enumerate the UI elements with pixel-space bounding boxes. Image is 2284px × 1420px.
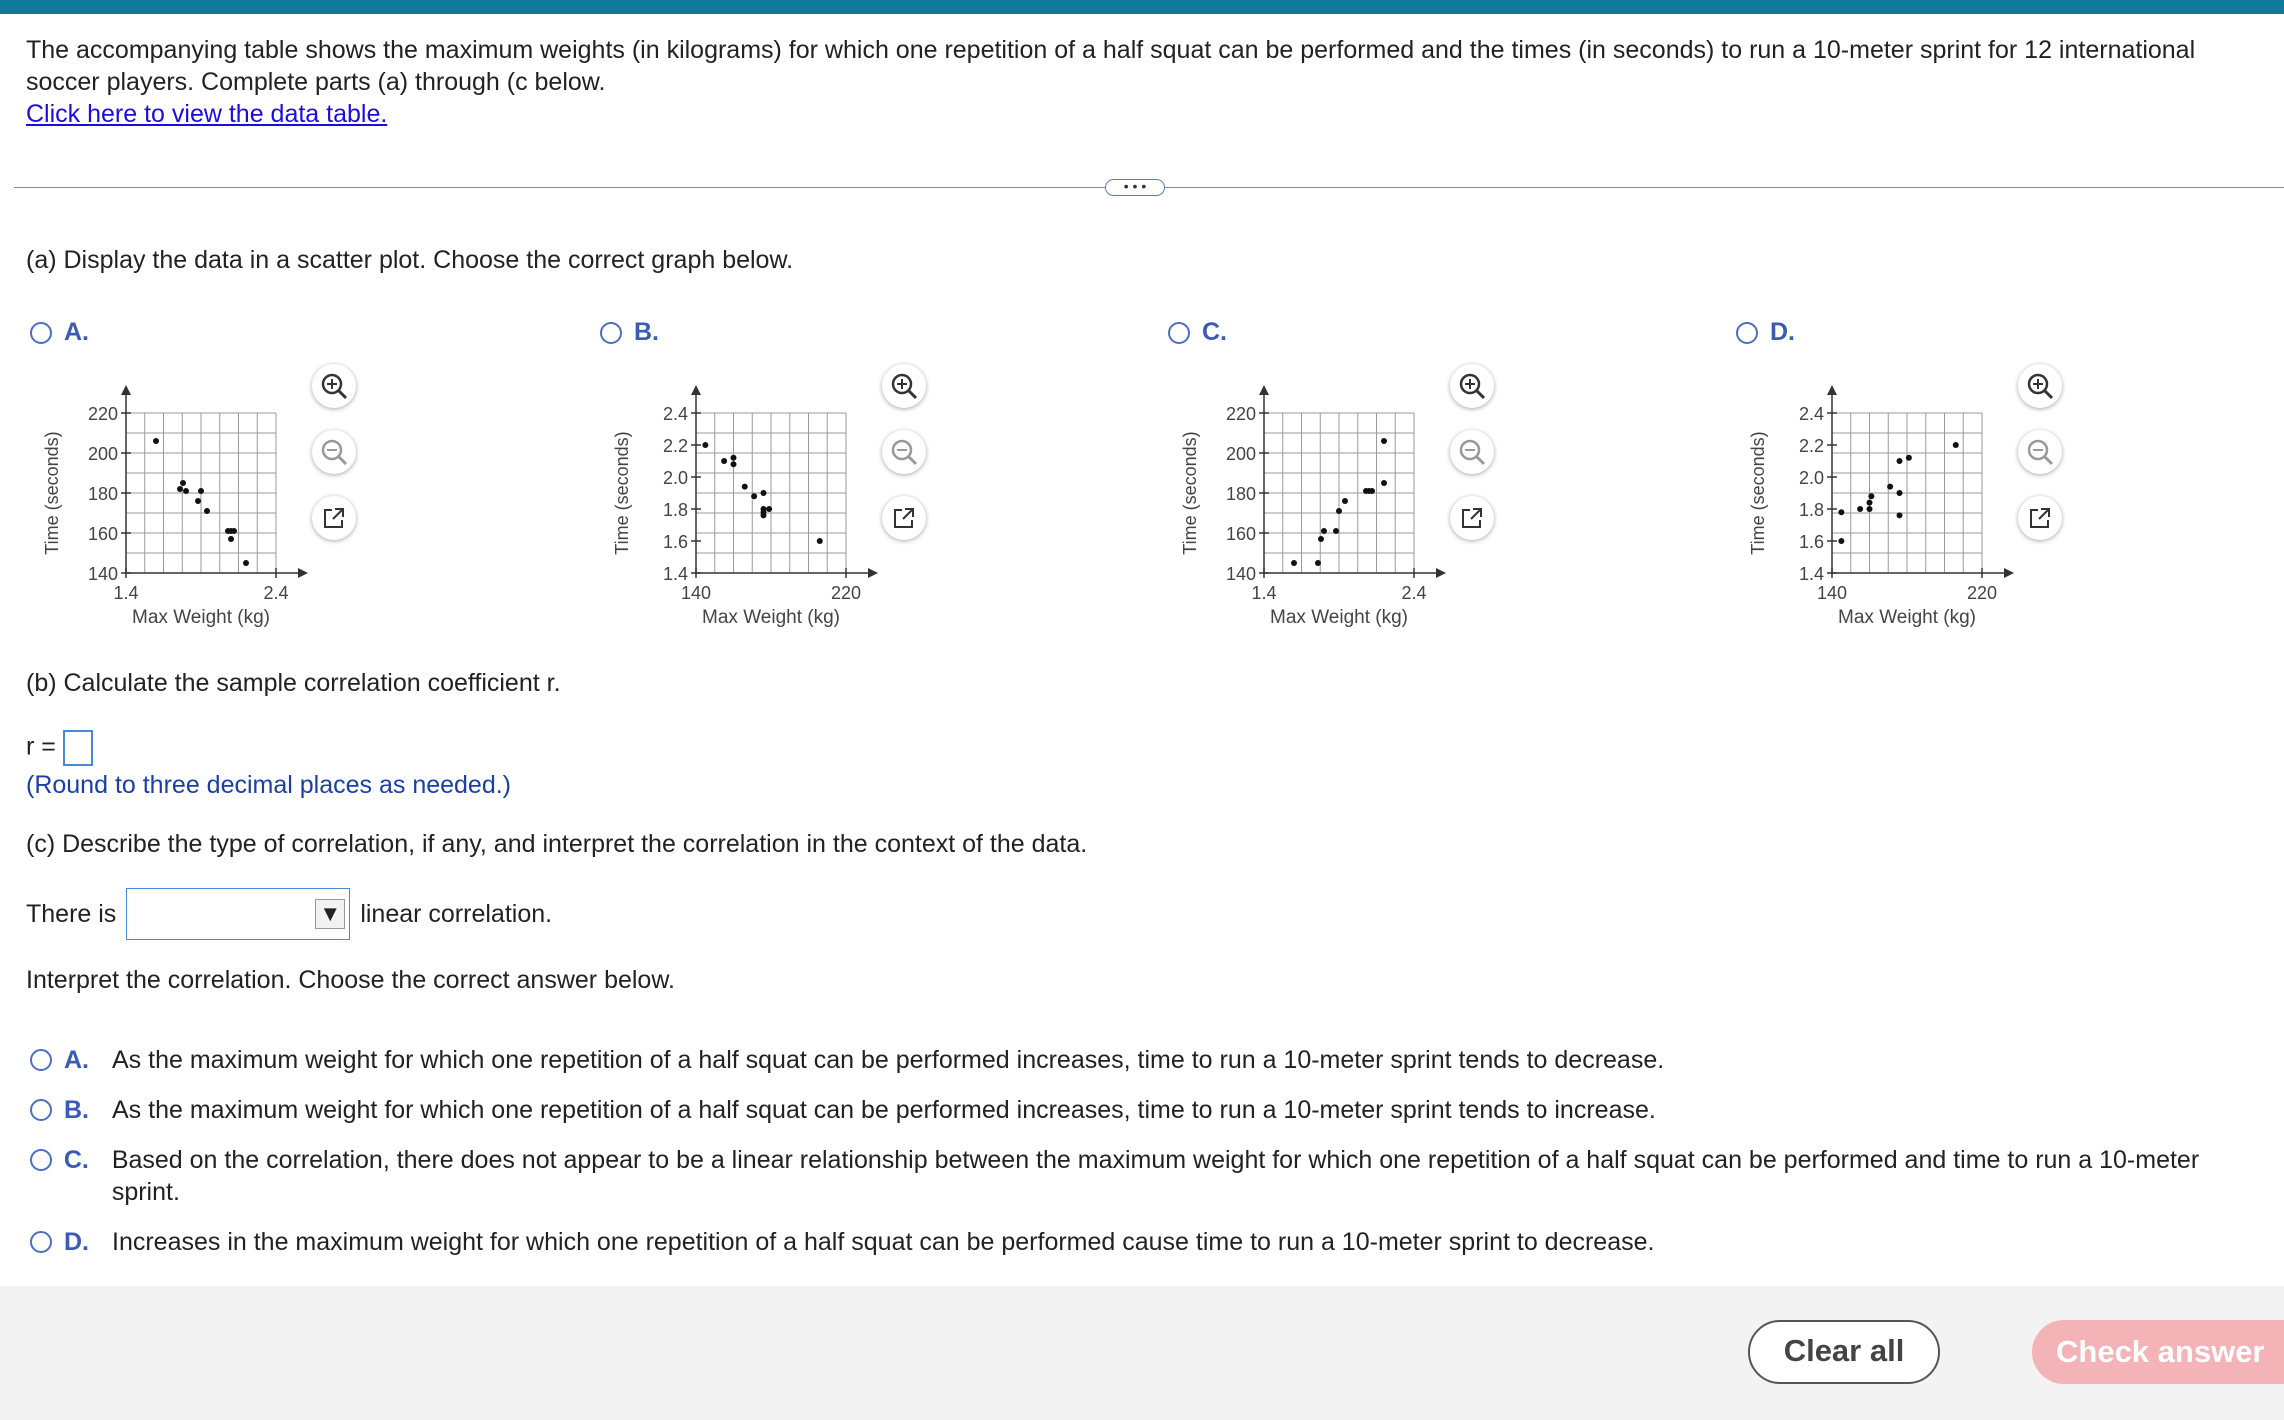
x-tick-label: 140 <box>680 583 712 603</box>
clear-all-button[interactable]: Clear all <box>1748 1320 1940 1384</box>
zoom-out-icon <box>319 437 349 467</box>
y-tick-label: 180 <box>1225 484 1256 504</box>
graph-option-b[interactable] <box>600 318 1160 638</box>
y-axis-arrow <box>1827 385 1837 395</box>
zoom-out-button[interactable] <box>312 430 356 474</box>
zoom-out-button[interactable] <box>1450 430 1494 474</box>
y-tick-label: 1.6 <box>662 532 688 552</box>
r-answer-row <box>26 730 93 766</box>
scatter-point <box>1953 442 1959 448</box>
y-tick-label: 2.0 <box>662 468 688 488</box>
interpret-option-b[interactable] <box>30 1094 2230 1126</box>
interpret-option-a[interactable] <box>30 1044 2230 1076</box>
y-tick-label: 1.6 <box>1798 532 1824 552</box>
zoom-out-icon <box>889 437 919 467</box>
y-tick-label: 200 <box>87 444 118 464</box>
data-table-link[interactable]: Click here to view the data table. <box>26 100 388 128</box>
part-c-prompt: (c) Describe the type of correlation, if any, and interpret the correlation in the context of the data. <box>26 830 1088 858</box>
radio-icon[interactable] <box>30 322 52 344</box>
option-text: As the maximum weight for which one repetition of a half squat can be performed increases, time to run a 10-meter sprint tends to increase. <box>112 1096 1656 1124</box>
interpret-option-d[interactable] <box>30 1226 2230 1258</box>
x-axis-label: Max Weight (kg) <box>702 607 840 628</box>
y-axis-label: Time (seconds) <box>612 431 632 555</box>
y-tick-label: 1.8 <box>662 500 688 520</box>
scatter-point <box>1369 488 1375 494</box>
zoom-in-button[interactable] <box>2018 364 2062 408</box>
zoom-in-icon <box>889 371 919 401</box>
y-tick-label: 220 <box>87 404 118 424</box>
scatter-point <box>1838 509 1844 515</box>
scatter-point <box>1321 528 1327 534</box>
graph-option-c-label[interactable] <box>1168 318 1227 347</box>
scatter-point <box>183 488 189 494</box>
y-tick-label: 140 <box>87 564 118 584</box>
x-axis-label: Max Weight (kg) <box>132 607 270 628</box>
scatter-point <box>231 528 237 534</box>
y-tick-label: 160 <box>87 524 118 544</box>
x-tick-label: 1.4 <box>1251 583 1277 603</box>
y-tick-label: 2.2 <box>1798 436 1824 456</box>
y-tick-label: 140 <box>1225 564 1256 584</box>
popout-icon <box>321 505 347 531</box>
y-axis-label: Time (seconds) <box>1748 431 1768 555</box>
correlation-prefix: There is <box>26 899 117 928</box>
radio-icon[interactable] <box>30 1149 52 1171</box>
scatter-point <box>228 536 234 542</box>
correlation-type-dropdown[interactable] <box>126 888 350 940</box>
option-letter: C. <box>63 1146 89 1174</box>
popout-icon <box>2027 505 2053 531</box>
option-letter: C. <box>1202 318 1227 346</box>
scatter-chart-b <box>600 358 890 628</box>
scatter-point <box>1336 508 1342 514</box>
scatter-point <box>1868 493 1874 499</box>
scatter-point <box>1906 455 1912 461</box>
zoom-out-button[interactable] <box>2018 430 2062 474</box>
popout-button[interactable] <box>2018 496 2062 540</box>
scatter-point <box>761 506 767 512</box>
scatter-point <box>1867 500 1873 506</box>
r-label: r = <box>26 732 56 761</box>
option-letter: B. <box>634 318 659 346</box>
option-letter: B. <box>64 1096 89 1124</box>
stem-text-line1: The accompanying table shows the maximum weights (in kilograms) for which one repetition of a half squat can be performed and the times (in seconds) to run a 10-meter sprint for 12 international <box>26 36 2196 64</box>
zoom-in-button[interactable] <box>1450 364 1494 408</box>
scatter-point <box>702 442 708 448</box>
stem-text-line2: soccer players. Complete parts (a) through (c below. <box>26 68 606 96</box>
scatter-point <box>721 458 727 464</box>
y-axis-arrow <box>121 385 131 395</box>
popout-icon <box>891 505 917 531</box>
y-axis-arrow <box>691 385 701 395</box>
scatter-point <box>198 488 204 494</box>
y-tick-label: 1.8 <box>1798 500 1824 520</box>
dropdown-arrow-icon[interactable]: ▼ <box>315 899 345 929</box>
scatter-point <box>243 560 249 566</box>
y-axis-label: Time (seconds) <box>42 431 62 555</box>
interpret-option-c[interactable] <box>30 1144 2230 1208</box>
zoom-in-icon <box>319 371 349 401</box>
zoom-in-icon <box>2025 371 2055 401</box>
correlation-suffix: linear correlation. <box>360 899 553 928</box>
scatter-point <box>817 538 823 544</box>
graph-option-d-label[interactable] <box>1736 318 1795 347</box>
radio-icon[interactable] <box>1168 322 1190 344</box>
zoom-out-icon <box>1457 437 1487 467</box>
check-answer-button[interactable]: Check answer <box>2032 1320 2284 1384</box>
popout-button[interactable] <box>312 496 356 540</box>
option-letter: D. <box>1770 318 1795 346</box>
option-text: Based on the correlation, there does not appear to be a linear relationship between the maximum weight for which one repetition of a half squat can be performed and time to run a 10-meter sprint. <box>111 1146 2200 1206</box>
interpret-prompt: Interpret the correlation. Choose the correct answer below. <box>26 966 675 994</box>
x-tick-label: 2.4 <box>263 583 289 603</box>
graph-option-a-label[interactable] <box>30 318 89 347</box>
zoom-in-button[interactable] <box>312 364 356 408</box>
scatter-point <box>1897 458 1903 464</box>
x-tick-label: 220 <box>830 583 862 603</box>
scatter-point <box>153 438 159 444</box>
x-tick-label: 2.4 <box>1401 583 1427 603</box>
y-tick-label: 1.4 <box>1798 564 1824 584</box>
scatter-point <box>204 508 210 514</box>
scatter-point <box>1291 560 1297 566</box>
radio-icon[interactable] <box>30 1099 52 1121</box>
popout-button[interactable] <box>882 496 926 540</box>
scatter-chart-d <box>1736 358 2026 628</box>
graph-option-d[interactable] <box>1736 318 2284 638</box>
scatter-chart-c <box>1168 358 1458 628</box>
scatter-point <box>1897 490 1903 496</box>
y-tick-label: 200 <box>1225 444 1256 464</box>
x-axis-arrow <box>868 568 878 578</box>
part-a-prompt: (a) Display the data in a scatter plot. Choose the correct graph below. <box>26 246 794 274</box>
rounding-hint: (Round to three decimal places as needed.) <box>26 771 512 799</box>
x-axis-arrow <box>1436 568 1446 578</box>
y-tick-label: 2.4 <box>1798 404 1824 424</box>
scatter-point <box>1867 506 1873 512</box>
r-input[interactable] <box>63 730 93 766</box>
scatter-point <box>180 480 186 486</box>
scatter-point <box>1318 536 1324 542</box>
zoom-out-icon <box>2025 437 2055 467</box>
radio-icon[interactable] <box>600 322 622 344</box>
scatter-point <box>1887 484 1893 490</box>
option-letter: A. <box>64 318 89 346</box>
scatter-point <box>1838 538 1844 544</box>
footer-bar <box>0 1286 2284 1420</box>
scatter-point <box>1857 506 1863 512</box>
correlation-type-row <box>26 888 552 940</box>
scatter-point <box>742 484 748 490</box>
zoom-in-icon <box>1457 371 1487 401</box>
option-text: Increases in the maximum weight for which one repetition of a half squat can be performed cause time to run a 10-meter sprint to decrease. <box>112 1228 1655 1256</box>
zoom-in-button[interactable] <box>882 364 926 408</box>
part-b-prompt: (b) Calculate the sample correlation coefficient r. <box>26 669 561 697</box>
radio-icon[interactable] <box>1736 322 1758 344</box>
zoom-out-button[interactable] <box>882 430 926 474</box>
x-axis-arrow <box>2004 568 2014 578</box>
question-stem <box>26 34 2276 130</box>
y-tick-label: 180 <box>87 484 118 504</box>
x-tick-label: 1.4 <box>113 583 139 603</box>
option-letter: D. <box>64 1228 89 1256</box>
radio-icon[interactable] <box>30 1049 52 1071</box>
scatter-point <box>761 512 767 518</box>
scatter-point <box>1333 528 1339 534</box>
x-axis-arrow <box>298 568 308 578</box>
scatter-point <box>177 486 183 492</box>
y-tick-label: 2.0 <box>1798 468 1824 488</box>
scatter-chart-a <box>30 358 320 628</box>
scatter-point <box>731 461 737 467</box>
scatter-point <box>751 493 757 499</box>
scatter-point <box>195 498 201 504</box>
graph-option-b-label[interactable] <box>600 318 659 347</box>
graph-option-c[interactable] <box>1168 318 1728 638</box>
scatter-point <box>1897 512 1903 518</box>
y-tick-label: 220 <box>1225 404 1256 424</box>
scatter-point <box>1342 498 1348 504</box>
graph-option-a[interactable] <box>30 318 590 638</box>
scatter-point <box>731 455 737 461</box>
expand-more-button[interactable]: • • • <box>1105 179 1165 196</box>
option-text: As the maximum weight for which one repetition of a half squat can be performed increases, time to run a 10-meter sprint tends to decrease. <box>112 1046 1665 1074</box>
y-tick-label: 160 <box>1225 524 1256 544</box>
y-axis-label: Time (seconds) <box>1180 431 1200 555</box>
y-axis-arrow <box>1259 385 1269 395</box>
scatter-point <box>1315 560 1321 566</box>
radio-icon[interactable] <box>30 1231 52 1253</box>
x-axis-label: Max Weight (kg) <box>1270 607 1408 628</box>
popout-icon <box>1459 505 1485 531</box>
y-tick-label: 2.2 <box>662 436 688 456</box>
option-letter: A. <box>64 1046 89 1074</box>
scatter-point <box>1381 438 1387 444</box>
x-tick-label: 140 <box>1816 583 1848 603</box>
y-tick-label: 2.4 <box>662 404 688 424</box>
y-tick-label: 1.4 <box>662 564 688 584</box>
top-bar <box>0 0 2284 14</box>
scatter-point <box>766 506 772 512</box>
scatter-point <box>761 490 767 496</box>
popout-button[interactable] <box>1450 496 1494 540</box>
x-axis-label: Max Weight (kg) <box>1838 607 1976 628</box>
x-tick-label: 220 <box>1966 583 1998 603</box>
scatter-point <box>1381 480 1387 486</box>
